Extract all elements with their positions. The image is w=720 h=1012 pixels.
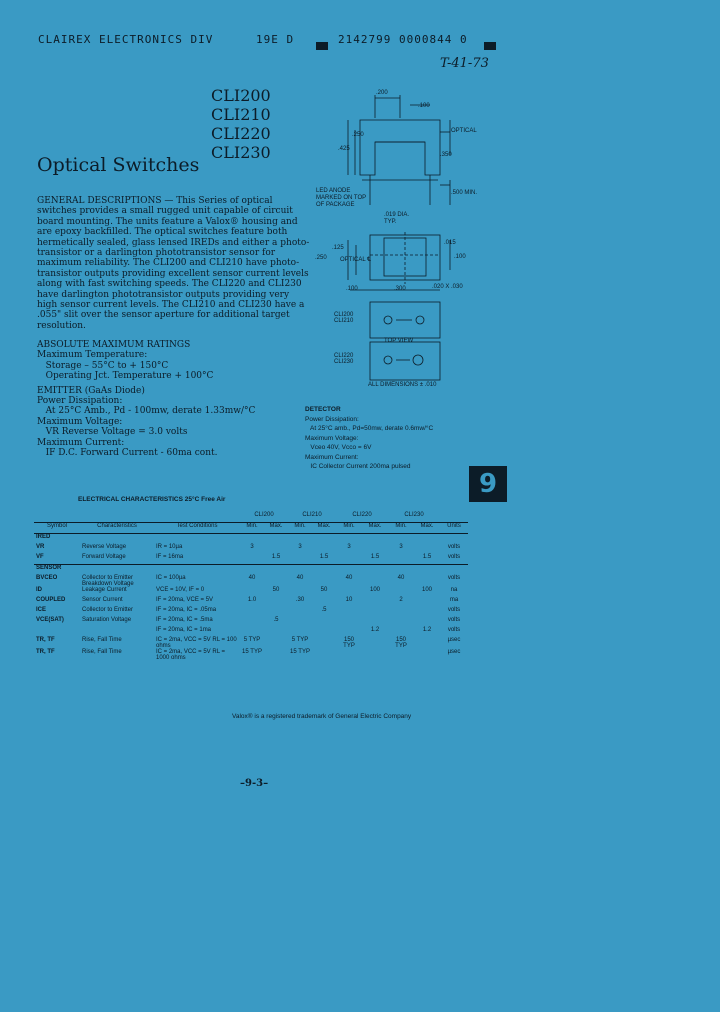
table-cell xyxy=(414,597,440,607)
table-cell xyxy=(312,565,336,576)
table-cell: IF = 20ma, IC = .5ma xyxy=(156,617,213,623)
model-header: CLI220 xyxy=(352,512,372,518)
table-cell xyxy=(264,597,288,607)
table-cell: Reverse Voltage xyxy=(82,544,127,550)
detector-title: DETECTOR xyxy=(305,406,341,413)
model-header: CLI210 xyxy=(302,512,322,518)
column-header: Min. xyxy=(336,523,362,534)
column-header: Min. xyxy=(388,523,414,534)
table-row xyxy=(34,565,468,576)
ratings-title: ABSOLUTE MAXIMUM RATINGS xyxy=(37,340,191,350)
text-line: GENERAL DESCRIPTIONS — This Series of optical xyxy=(37,196,273,206)
table-header-row xyxy=(34,523,468,534)
text-line: Power Dissipation: xyxy=(305,415,359,423)
table-cell xyxy=(414,565,440,576)
dim-label: .015 xyxy=(444,240,456,246)
table-cell xyxy=(288,534,312,545)
electrical-title: ELECTRICAL CHARACTERISTICS 25°C Free Air xyxy=(78,496,226,503)
table-cell xyxy=(388,565,414,576)
table-cell: Rise, Fall Time xyxy=(82,649,122,655)
table-cell: IC = 100µa xyxy=(156,575,186,581)
column-header: Symbol xyxy=(34,523,80,534)
text-line: along with fast switching speeds. The CLI220 and CLI230 xyxy=(37,279,302,290)
text-line: At 25°C Amb., Pd - 100mw, derate 1.33mw/°C xyxy=(37,406,256,417)
handwritten-note: T-41-73 xyxy=(440,56,489,71)
table-cell: SENSOR xyxy=(34,565,80,576)
table-cell xyxy=(80,534,154,545)
table-cell xyxy=(264,544,288,554)
table-cell: 100 xyxy=(369,587,380,593)
text-line: maximum reliability. The CLI200 and CLI210 have photo- xyxy=(37,258,300,269)
table-cell xyxy=(362,637,388,649)
table-cell: IF = 20ma, IC = .05ma xyxy=(156,607,217,613)
dim-label: .300 xyxy=(394,286,406,292)
table-cell: Leakage Current xyxy=(82,587,127,593)
table-cell: 3 xyxy=(347,544,351,550)
table-cell: 10 xyxy=(345,597,353,603)
table-cell: volts xyxy=(447,554,461,560)
table-cell xyxy=(362,565,388,576)
table-cell: volts xyxy=(447,607,461,613)
text-line: IC Collector Current 200ma pulsed xyxy=(305,463,411,470)
dim-label: .125 xyxy=(332,245,344,251)
table-cell: 40 xyxy=(345,575,353,581)
table-cell: Saturation Voltage xyxy=(82,617,132,623)
optical-label: OPTICAL xyxy=(451,128,477,134)
dim-label: .100 xyxy=(346,286,358,292)
table-cell: 15 TYP xyxy=(242,649,262,655)
model-list xyxy=(211,86,271,162)
table-cell xyxy=(312,627,336,637)
table-cell: TR, TF xyxy=(36,649,55,655)
table-cell xyxy=(240,587,264,597)
table-cell: 50 xyxy=(272,587,280,593)
table-cell xyxy=(264,607,288,617)
table-row xyxy=(34,587,468,597)
column-header: Characteristics xyxy=(80,523,154,534)
table-cell: VCE(SAT) xyxy=(36,617,64,623)
table-cell xyxy=(288,565,312,576)
housing-outline xyxy=(360,120,440,175)
table-cell: volts xyxy=(447,617,461,623)
table-cell: .5 xyxy=(321,607,327,613)
tolerance-note: ALL DIMENSIONS ± .010 xyxy=(368,382,437,388)
table-cell xyxy=(288,617,312,627)
table-cell xyxy=(240,607,264,617)
table-cell xyxy=(414,649,440,661)
text-line: have darlington phototransistor outputs providing very xyxy=(37,289,290,300)
table-cell: Rise, Fall Time xyxy=(82,637,122,643)
electrical-table xyxy=(34,512,468,661)
table-cell xyxy=(362,617,388,627)
column-header: Test Conditions xyxy=(154,523,240,534)
text-line: transistor outputs providing excellent sensor current levels xyxy=(37,268,309,279)
dim-label: .250 xyxy=(352,132,364,138)
table-row xyxy=(34,534,468,545)
emitter-title: EMITTER (GaAs Diode) xyxy=(37,385,145,396)
ratings-section xyxy=(37,340,255,458)
table-cell: µsec xyxy=(447,637,461,643)
table-cell xyxy=(362,607,388,617)
text-line: Maximum Temperature: xyxy=(37,350,148,361)
table-cell: COUPLED xyxy=(36,597,66,603)
table-cell xyxy=(414,607,440,617)
table-cell xyxy=(336,534,362,545)
table-cell: na xyxy=(450,587,458,593)
text-line: VR Reverse Voltage = 3.0 volts xyxy=(37,427,188,438)
dim-label: .250 xyxy=(315,255,327,261)
table-cell xyxy=(312,649,336,661)
text-line: Power Dissipation: xyxy=(37,396,123,407)
table-cell: IF = 20ma, IC = 1ma xyxy=(156,627,212,633)
general-description xyxy=(37,196,309,331)
table-cell: volts xyxy=(447,575,461,581)
table-cell: volts xyxy=(447,544,461,550)
column-header: Max. xyxy=(414,523,440,534)
model-name: CLI210 xyxy=(211,105,271,124)
table-cell xyxy=(240,617,264,627)
table-cell: Forward Voltage xyxy=(82,554,126,560)
table-cell xyxy=(240,565,264,576)
table-cell: 100 xyxy=(421,587,432,593)
table-cell xyxy=(154,534,240,545)
header-block-mark-2 xyxy=(484,34,496,53)
table-cell xyxy=(440,534,468,545)
header-block-mark xyxy=(316,34,328,53)
table-cell: IC = 2ma, VCC = 5V RL = 1000 ohms xyxy=(156,649,225,661)
model-name: CLI200 xyxy=(211,86,271,105)
text-line: switches provides a small rugged unit capable of circuit xyxy=(37,206,293,217)
table-cell: 150 TYP xyxy=(343,637,355,649)
company-name: CLAIREX ELECTRONICS DIV xyxy=(38,33,214,46)
table-cell: Sensor Current xyxy=(82,597,123,603)
table-cell: 2 xyxy=(399,597,403,603)
text-line: high sensor current levels. The CLI210 and CLI230 have a xyxy=(37,300,305,311)
text-line: are epoxy backfilled. The optical switches feature both xyxy=(37,227,288,238)
column-header: Min. xyxy=(240,523,264,534)
table-cell: 1.5 xyxy=(422,554,432,560)
dim-label: .100 xyxy=(418,103,430,109)
text-line: .055" slit over the sensor aperture for additional target xyxy=(37,310,290,321)
package-diagram xyxy=(300,80,520,400)
table-cell xyxy=(362,534,388,545)
column-header: Units xyxy=(440,523,468,534)
table-cell xyxy=(388,649,414,661)
top-view-label: TOP VIEW xyxy=(384,338,414,344)
table-cell xyxy=(336,554,362,565)
table-cell: VCE = 10V, IF = 0 xyxy=(156,587,205,593)
table-row xyxy=(34,607,468,617)
schematic-label-b: CLI220 CLI230 xyxy=(334,353,354,365)
table-cell xyxy=(362,597,388,607)
table-row xyxy=(34,575,468,587)
detector-section xyxy=(305,405,433,472)
table-cell xyxy=(388,607,414,617)
table-row xyxy=(34,649,468,661)
header-code-1: 19E D xyxy=(256,33,295,46)
table-cell xyxy=(288,587,312,597)
page-number: –9-3– xyxy=(240,778,269,789)
table-row xyxy=(34,617,468,627)
table-cell xyxy=(388,534,414,545)
dim-label: .200 xyxy=(376,90,388,96)
table-cell xyxy=(264,575,288,587)
table-cell xyxy=(414,617,440,627)
dim-label: .020 X .030 xyxy=(432,284,463,290)
table-cell xyxy=(264,534,288,545)
text-line: IF D.C. Forward Current - 60ma cont. xyxy=(37,448,218,459)
table-cell xyxy=(80,627,154,637)
text-line: Maximum Voltage: xyxy=(305,434,359,442)
table-cell: Collector to Emitter Breakdown Voltage xyxy=(82,575,134,587)
table-cell: BVCEO xyxy=(36,575,58,581)
section-badge: 9 xyxy=(469,466,507,502)
table-cell xyxy=(336,587,362,597)
table-cell xyxy=(264,627,288,637)
table-cell xyxy=(240,534,264,545)
table-cell: 5 TYP xyxy=(243,637,261,643)
table-cell: ID xyxy=(36,587,42,593)
table-cell: 1.2 xyxy=(422,627,432,633)
table-cell xyxy=(312,575,336,587)
table-cell xyxy=(414,575,440,587)
table-cell xyxy=(336,617,362,627)
table-cell xyxy=(288,627,312,637)
text-line: Maximum Current: xyxy=(37,437,125,448)
table-cell xyxy=(388,627,414,637)
table-cell xyxy=(264,565,288,576)
schematic-label-a: CLI200 CLI210 xyxy=(334,312,354,324)
table-cell xyxy=(362,544,388,554)
table-cell xyxy=(34,627,80,637)
table-cell xyxy=(154,565,240,576)
table-row xyxy=(34,637,468,649)
table-cell: .5 xyxy=(273,617,279,623)
column-header: Min. xyxy=(288,523,312,534)
min-label: .500 MIN. xyxy=(451,190,478,196)
table-cell: .30 xyxy=(295,597,305,603)
table-cell: 5 TYP xyxy=(291,637,309,643)
table-cell: 1.5 xyxy=(319,554,329,560)
table-cell: IC = 2ma, VCC = 5V RL = 100 ohms xyxy=(156,637,237,649)
text-line: board mounting. The units feature a Valox® housing and xyxy=(37,216,298,227)
table-cell: IR = 10µa xyxy=(156,544,183,550)
table-cell: VF xyxy=(36,554,44,560)
footnote: Valox® is a registered trademark of General Electric Company xyxy=(232,713,412,720)
table-cell xyxy=(336,649,362,661)
text-line: hermetically sealed, glass lensed IREDs and either a photo- xyxy=(37,237,310,248)
table-row xyxy=(34,597,468,607)
table-cell: volts xyxy=(447,627,461,633)
table-cell xyxy=(288,554,312,565)
table-cell xyxy=(414,637,440,649)
text-line: transistor or a darlington phototransistor sensor for xyxy=(37,248,276,259)
page-title: Optical Switches xyxy=(37,154,200,176)
table-cell xyxy=(312,597,336,607)
table-cell xyxy=(312,637,336,649)
column-header: Max. xyxy=(362,523,388,534)
dim-label: .425 xyxy=(338,146,350,152)
dim-label: .350 xyxy=(440,152,452,158)
model-name: CLI230 xyxy=(211,143,271,162)
table-cell xyxy=(440,565,468,576)
table-cell xyxy=(240,627,264,637)
table-cell xyxy=(288,607,312,617)
table-cell xyxy=(312,544,336,554)
table-cell: IRED xyxy=(34,534,80,545)
table-cell: 1.5 xyxy=(271,554,281,560)
table-cell xyxy=(414,534,440,545)
column-header: Max. xyxy=(312,523,336,534)
table-cell xyxy=(362,649,388,661)
table-cell: 1.0 xyxy=(247,597,257,603)
text-line: Maximum Voltage: xyxy=(37,416,123,427)
table-cell: µsec xyxy=(447,649,461,655)
text-line: Storage – 55°C to + 150°C xyxy=(37,360,169,371)
table-cell: 3 xyxy=(250,544,254,550)
table-cell: IF = 16ma xyxy=(156,554,184,560)
table-cell xyxy=(336,627,362,637)
text-line: resolution. xyxy=(37,320,86,331)
led-anode-note: LED ANODE MARKED ON TOP OF PACKAGE xyxy=(316,188,367,208)
table-cell xyxy=(414,544,440,554)
table-cell: ma xyxy=(449,597,459,603)
text-line: Maximum Current: xyxy=(305,453,359,461)
table-cell: IF = 20ma, VCE = 5V xyxy=(156,597,214,603)
dim-label: .100 xyxy=(454,254,466,260)
table-cell xyxy=(80,565,154,576)
table-cell: 15 TYP xyxy=(290,649,310,655)
header-code-2: 2142799 0000844 0 xyxy=(338,33,468,46)
table-row xyxy=(34,544,468,554)
table-cell xyxy=(312,534,336,545)
table-cell: ICE xyxy=(36,607,47,613)
diameter-note: .019 DIA. TYP. xyxy=(384,212,410,225)
model-header: CLI200 xyxy=(254,512,274,518)
table-cell: TR, TF xyxy=(36,637,55,643)
text-line: Operating Jct. Temperature + 100°C xyxy=(37,371,214,382)
table-cell: 1.5 xyxy=(370,554,380,560)
table-cell: 3 xyxy=(399,544,403,550)
table-cell xyxy=(362,575,388,587)
table-cell: 50 xyxy=(320,587,328,593)
table-cell: 150 TYP xyxy=(395,637,407,649)
table-cell xyxy=(388,587,414,597)
table-cell xyxy=(312,617,336,627)
optical-cl-label: OPTICAL ℄ xyxy=(340,257,371,263)
model-name: CLI220 xyxy=(211,124,271,143)
table-cell xyxy=(388,617,414,627)
text-line: At 25°C amb., Pd=50mw, derate 0.6mw/°C xyxy=(305,425,434,432)
table-cell xyxy=(264,637,288,649)
text-line: Vceo 40V, Vcco = 6V xyxy=(305,444,372,451)
table-cell: Collector to Emitter xyxy=(82,607,134,613)
table-cell: VR xyxy=(36,544,45,550)
table-row xyxy=(34,627,468,637)
table-cell xyxy=(264,649,288,661)
table-cell xyxy=(336,607,362,617)
table-cell: 1.2 xyxy=(370,627,380,633)
table-cell xyxy=(240,554,264,565)
table-row xyxy=(34,554,468,565)
table-cell: 40 xyxy=(296,575,304,581)
column-header: Max. xyxy=(264,523,288,534)
table-cell: 40 xyxy=(248,575,256,581)
model-header: CLI230 xyxy=(404,512,424,518)
table-cell: 40 xyxy=(397,575,405,581)
table-cell xyxy=(388,554,414,565)
table-cell xyxy=(336,565,362,576)
table-cell: 3 xyxy=(298,544,302,550)
